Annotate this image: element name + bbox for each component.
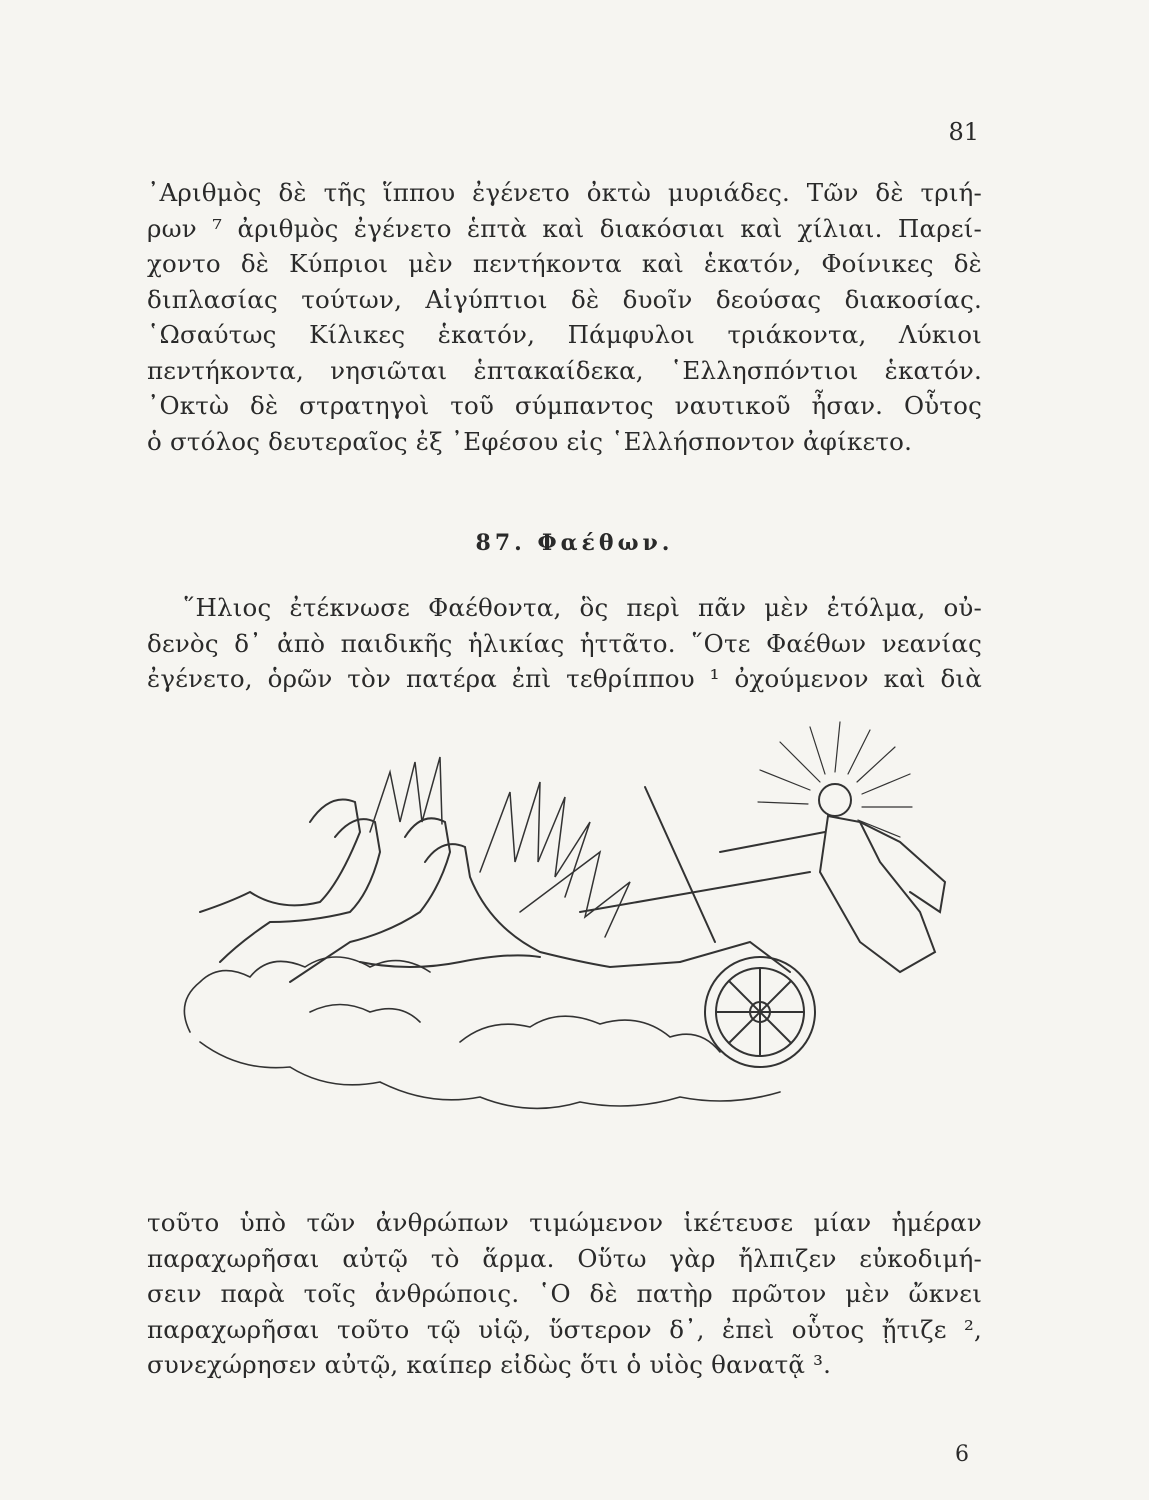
- text-line: διπλασίας τούτων, Αἰγύπτιοι δὲ δυοῖν δεούσας διακοσίας.: [147, 284, 982, 314]
- text-line: ἐγένετο, ὁρῶν τὸν πατέρα ἐπὶ τεθρίππου ¹ ὀχούμενον καὶ διὰ: [147, 664, 982, 693]
- text-line: ρων ⁷ ἀριθμὸς ἐγένετο ἑπτὰ καὶ διακόσιαι καὶ χίλιαι. Παρεί-: [147, 213, 982, 243]
- horses: [200, 800, 680, 983]
- text-line: ᾿Οκτὼ δὲ στρατηγοὶ τοῦ σύμπαντος ναυτικοῦ ἦσαν. Οὗτος: [147, 391, 982, 420]
- signature-mark: 6: [955, 1442, 969, 1467]
- chariot-body: [680, 942, 790, 972]
- text-line: σειν παρὰ τοῖς ἀνθρώποις. ῾Ο δὲ πατὴρ πρῶτον μὲν ὤκνει: [147, 1279, 982, 1308]
- spear: [645, 787, 715, 942]
- sun-rays: [758, 722, 912, 837]
- text-line: ῾Ωσαύτως Κίλικες ἑκατόν, Πάμφυλοι τριάκοντα, Λύκιοι: [147, 320, 982, 349]
- paragraph-army-fleet: [147, 175, 982, 459]
- text-line: παραχωρῆσαι τοῦτο τῷ υἱῷ, ὕστερον δ᾿, ἐπεὶ οὗτος ᾔτιζε ²,: [147, 1314, 982, 1344]
- chariot-wheel: [705, 957, 815, 1067]
- clouds: [184, 957, 780, 1108]
- text-line: πεντήκοντα, νησιῶται ἑπτακαίδεκα, ῾Ελλησπόντιοι ἑκατόν.: [147, 355, 982, 385]
- text-line: χοντο δὲ Κύπριοι μὲν πεντήκοντα καὶ ἑκατόν, Φοίνικες δὲ: [147, 249, 982, 278]
- text-line: παραχωρῆσαι αὐτῷ τὸ ἅρμα. Οὕτω γὰρ ἤλπιζεν εὐκοδιμή-: [147, 1243, 982, 1273]
- text-line: συνεχώρησεν αὐτῷ, καίπερ εἰδὼς ὅτι ὁ υἱὸς θανατᾷ ³.: [147, 1350, 832, 1379]
- text-line: ῞Ηλιος ἐτέκνωσε Φαέθοντα, ὃς περὶ πᾶν μὲν ἐτόλμα, οὐ-: [183, 593, 982, 622]
- text-line: τοῦτο ὑπὸ τῶν ἀνθρώπων τιμώμενον ἱκέτευσε μίαν ἡμέραν: [147, 1208, 982, 1237]
- paragraph-phaethon-intro: [147, 590, 982, 697]
- text-line: ᾿Αριθμὸς δὲ τῆς ἵππου ἐγένετο ὀκτὼ μυριάδες. Τῶν δὲ τριή-: [147, 178, 982, 207]
- chariot-illustration: [160, 712, 960, 1132]
- text-line: ὁ στόλος δευτεραῖος ἐξ ᾿Εφέσου εἰς ῾Ελλήσποντον ἀφίκετο.: [147, 426, 913, 456]
- section-heading: 87. Φαέθων.: [475, 530, 674, 556]
- page-number: 81: [948, 118, 979, 146]
- text-line: δενὸς δ᾿ ἀπὸ παιδικῆς ἡλικίας ἡττᾶτο. ῞Οτε Φαέθων νεανίας: [147, 628, 982, 658]
- chariot-pole: [580, 872, 810, 912]
- paragraph-phaethon-request: [147, 1205, 982, 1383]
